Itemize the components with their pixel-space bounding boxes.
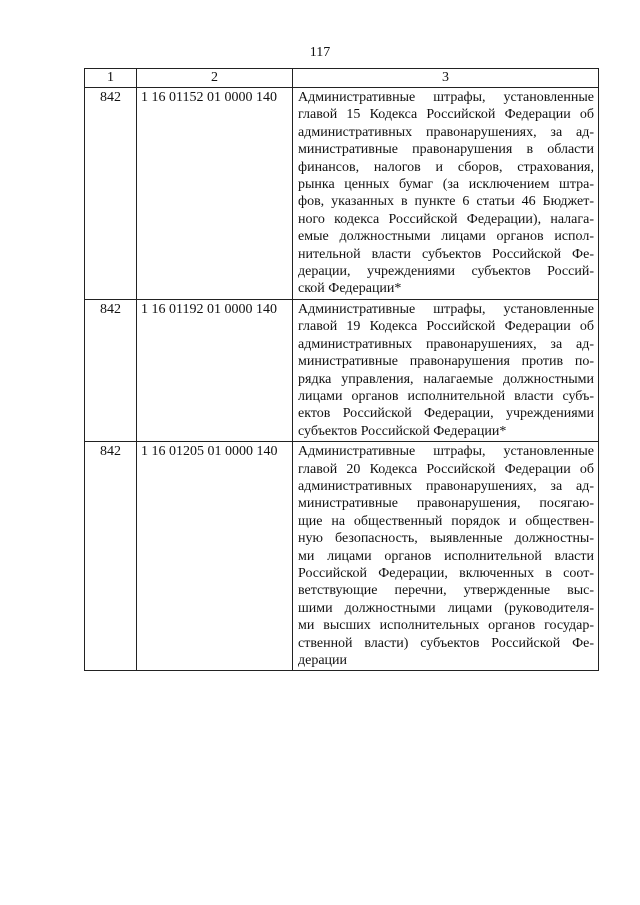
budget-classification-code-cell: 1 16 01192 01 0000 140 <box>137 299 293 441</box>
description-line: ственной власти) субъектов Российской Фе- <box>298 635 594 651</box>
description-line: лицами органов исполнительной власти субъ- <box>298 388 594 404</box>
table-header-row <box>85 69 599 88</box>
description-line: главой 15 Кодекса Российской Федерации об <box>298 107 594 123</box>
budget-classification-code-cell: 1 16 01152 01 0000 140 <box>137 88 293 300</box>
description-line: дерации <box>298 653 348 668</box>
budget-codes-table <box>84 68 599 671</box>
description-line: министративные правонарушения против по- <box>298 354 594 370</box>
description-line: щие на общественный порядок и обществен- <box>298 513 594 529</box>
budget-classification-code-cell: 1 16 01205 01 0000 140 <box>137 442 293 671</box>
description-line: ветствующие перечни, утвержденные выс- <box>298 583 594 599</box>
admin-code-cell: 842 <box>85 88 137 300</box>
description-line: Административные штрафы, установленные <box>298 444 594 460</box>
description-line: емые должностными лицами органов испол- <box>298 229 594 245</box>
column-header-3: 3 <box>293 69 599 88</box>
admin-code-cell: 842 <box>85 299 137 441</box>
admin-code-cell: 842 <box>85 442 137 671</box>
description-line: ской Федерации* <box>298 281 402 297</box>
description-line: Административные штрафы, установленные <box>298 301 594 317</box>
description-cell <box>293 442 599 671</box>
description-line: ную безопасность, выявленные должностны- <box>298 531 594 547</box>
description-line: субъектов Российской Федерации* <box>298 423 507 439</box>
description-line: главой 19 Кодекса Российской Федерации об <box>298 319 594 335</box>
description-line: финансов, налогов и сборов, страхования, <box>298 159 594 175</box>
description-line: ми лицами органов исполнительной власти <box>298 548 594 564</box>
description-line: нительной власти субъектов Российской Фе- <box>298 246 594 262</box>
page-number: 117 <box>309 45 331 60</box>
description-line: административных правонарушениях, за ад- <box>298 478 594 494</box>
description-line: главой 20 Кодекса Российской Федерации об <box>298 461 594 477</box>
description-line: министративные правонарушения, посягаю- <box>298 496 594 512</box>
description-line: ного кодекса Российской Федерации), налага- <box>298 211 594 227</box>
column-header-1: 1 <box>85 69 137 88</box>
description-line: Административные штрафы, установленные <box>298 90 594 105</box>
table-row <box>85 88 599 300</box>
description-line: ектов Российской Федерации, учреждениями <box>298 406 594 422</box>
description-line: административных правонарушениях, за ад- <box>298 124 594 140</box>
description-line: ми высших исполнительных органов государ- <box>298 618 594 634</box>
description-line: Российской Федерации, включенных в соот- <box>298 565 594 581</box>
description-line: дерации, учреждениями субъектов Россий- <box>298 264 594 280</box>
description-cell <box>293 88 599 300</box>
description-line: фов, указанных в пункте 6 статьи 46 Бюджет- <box>298 194 594 210</box>
table-row <box>85 442 599 671</box>
description-line: министративные правонарушения в области <box>298 142 594 158</box>
description-line: рынка ценных бумаг (за исключением штра- <box>298 177 594 193</box>
column-header-2: 2 <box>137 69 293 88</box>
description-line: рядка управления, налагаемые должностными <box>298 371 594 387</box>
table-row <box>85 299 599 441</box>
description-line: шими должностными лицами (руководителя- <box>298 600 594 616</box>
description-cell <box>293 299 599 441</box>
description-line: административных правонарушениях, за ад- <box>298 336 594 352</box>
